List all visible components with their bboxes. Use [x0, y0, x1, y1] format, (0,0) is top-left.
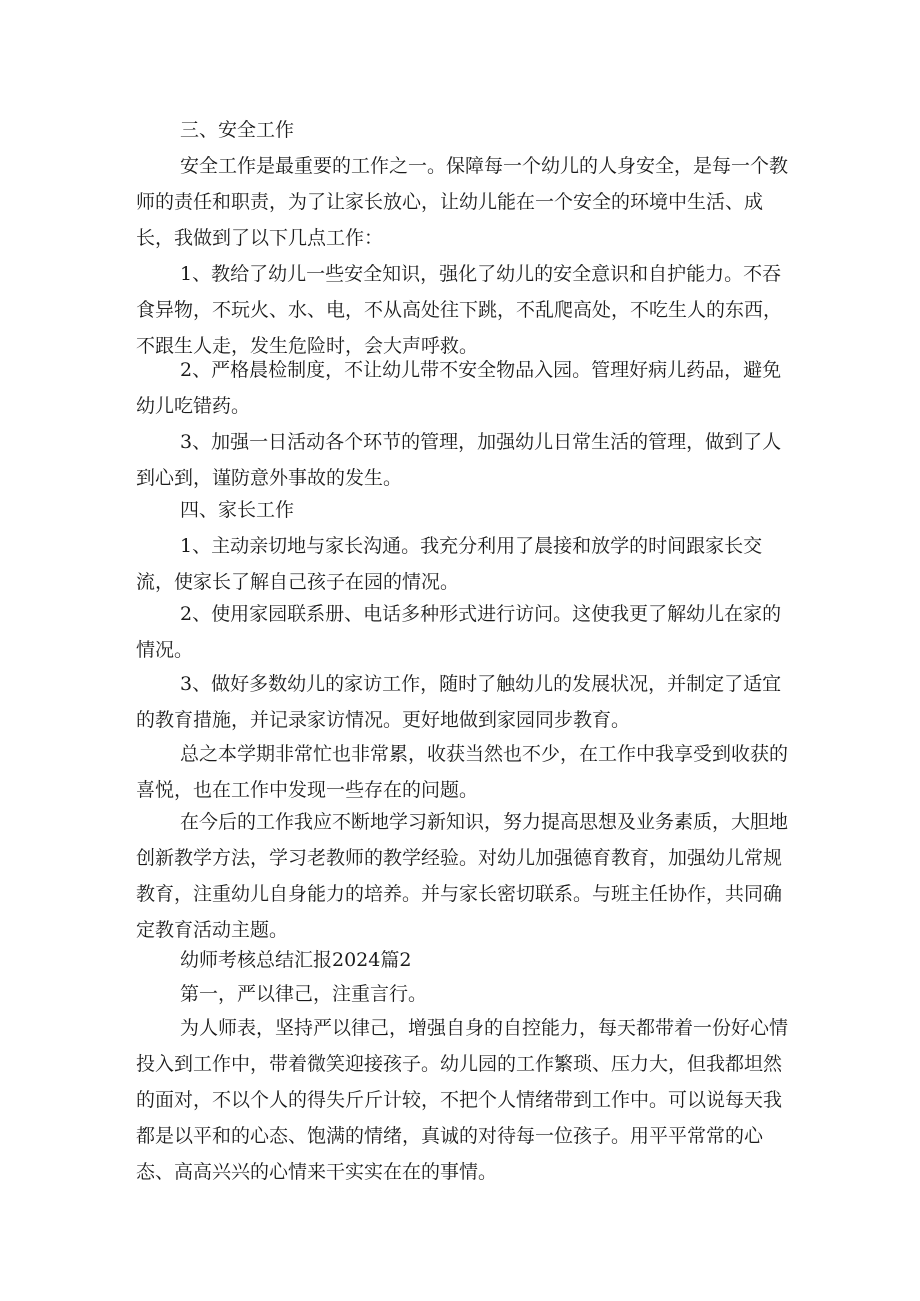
paragraph-future-plans: 在今后的工作我应不断地学习新知识，努力提高思想及业务素质，大胆地创新教学方法，学习老教师的教学经验。对幼儿加强德育教育，加强幼儿常规教育，注重幼儿自身能力的培养。并与家长密切联系。与班主任协作，共同确定教育活动主题。 [136, 811, 789, 941]
paragraph-parents-item-2: 2、使用家园联系册、电话多种形式进行访问。这使我更了解幼儿在家的情况。 [136, 603, 782, 661]
article-subtitle: 幼师考核总结汇报2024篇2 [180, 949, 412, 971]
section-heading-self-discipline: 第一，严以律己，注重言行。 [180, 983, 428, 1005]
paragraph-safety-item-1: 1、教给了幼儿一些安全知识，强化了幼儿的安全意识和自护能力。不吞食异物，不玩火、水、电，不从高处往下跳，不乱爬高处，不吃生人的东西，不跟生人走，发生危险时，会大声呼救。 [136, 263, 783, 357]
paragraph-self-discipline: 为人师表，坚持严以律己，增强自身的自控能力，每天都带着一份好心情投入到工作中，带着微笑迎接孩子。幼儿园的工作繁琐、压力大，但我都坦然的面对，不以个人的得失斤斤计较，不把个人情绪带到工作中。可以说每天我都是以平和的心态、饱满的情绪，真诚的对待每一位孩子。用平平常常的心态、高高兴兴的心情来干实实在在的事情。 [136, 1017, 789, 1183]
section-heading-safety: 三、安全工作 [180, 119, 295, 141]
paragraph-safety-item-2: 2、严格晨检制度，不让幼儿带不安全物品入园。管理好病儿药品，避免幼儿吃错药。 [136, 359, 782, 417]
paragraph-safety-item-3: 3、加强一日活动各个环节的管理，加强幼儿日常生活的管理，做到了人到心到，谨防意外事故的发生。 [136, 431, 782, 489]
paragraph-parents-item-1: 1、主动亲切地与家长沟通。我充分利用了晨接和放学的时间跟家长交流，使家长了解自己孩子在园的情况。 [136, 535, 763, 593]
section-heading-parents: 四、家长工作 [180, 499, 295, 521]
paragraph-safety-intro: 安全工作是最重要的工作之一。保障每一个幼儿的人身安全，是每一个教师的责任和职责，为了让家长放心，让幼儿能在一个安全的环境中生活、成长，我做到了以下几点工作： [136, 155, 789, 249]
paragraph-parents-item-3: 3、做好多数幼儿的家访工作，随时了触幼儿的发展状况，并制定了适宜的教育措施，并记录家访情况。更好地做到家园同步教育。 [136, 673, 782, 731]
paragraph-summary: 总之本学期非常忙也非常累，收获当然也不少，在工作中我享受到收获的喜悦，也在工作中发现一些存在的问题。 [136, 743, 789, 801]
